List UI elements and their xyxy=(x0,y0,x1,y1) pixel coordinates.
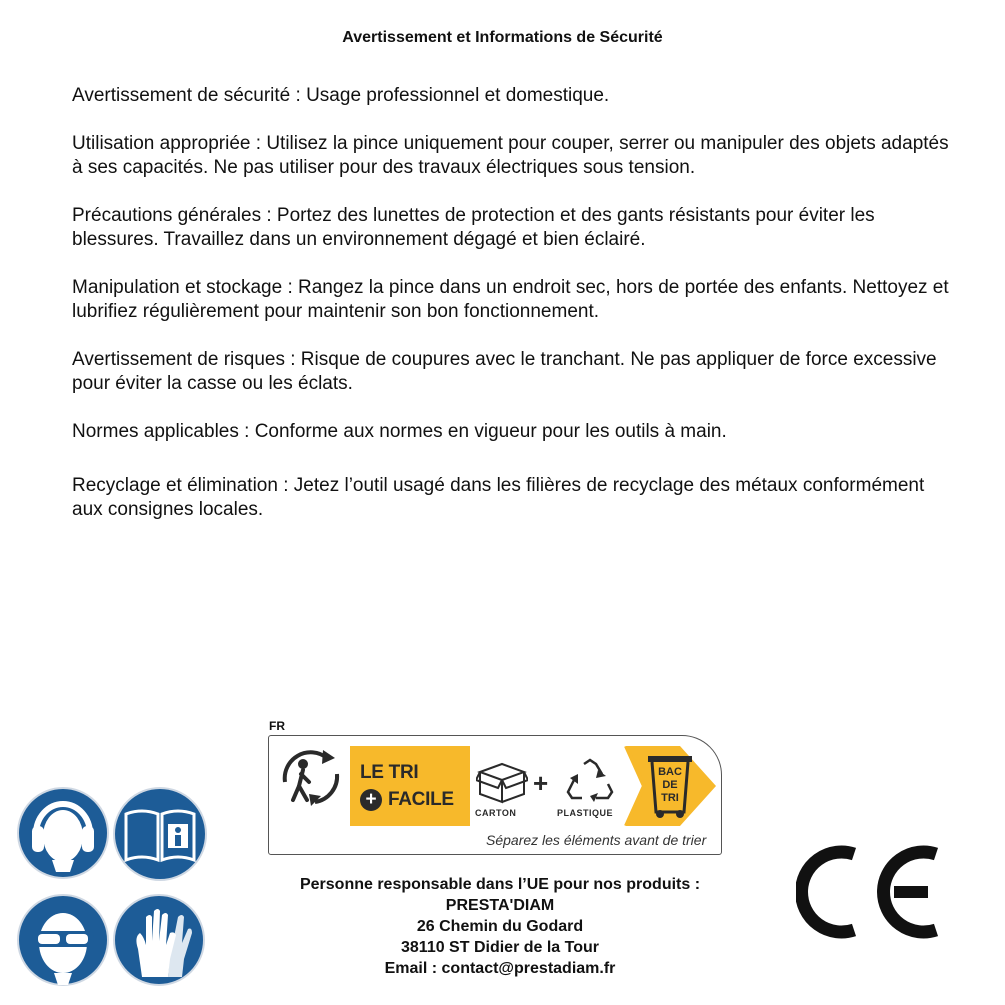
paragraph-recycling: Recyclage et élimination : Jetez l’outil usagé dans les filières de recyclage des métaux conformément aux consignes locales. xyxy=(72,475,925,520)
triman-icon xyxy=(275,744,349,808)
triman-line2: FACILE xyxy=(388,789,454,810)
plus-badge: + xyxy=(360,789,382,811)
responsible-heading: Personne responsable dans l’UE pour nos produits : xyxy=(299,876,701,893)
triman-caption: Séparez les éléments avant de trier xyxy=(486,832,707,848)
company-street: 26 Chemin du Godard xyxy=(416,918,584,935)
company-city: 38110 ST Didier de la Tour xyxy=(401,939,599,956)
paragraph-risk-warning: Avertissement de risques : Risque de coupures avec le tranchant. Ne pas appliquer de force excessive pour éviter la casse ou les éclats. xyxy=(72,349,937,394)
carton-box-icon xyxy=(476,758,528,806)
plus-sign: + xyxy=(533,768,549,798)
triman-line1: LE TRI xyxy=(360,762,419,783)
page-title: Avertissement et Informations de Sécurité xyxy=(342,29,663,46)
company-email: Email : contact@prestadiam.fr xyxy=(384,960,616,977)
safety-glasses-icon xyxy=(16,893,110,987)
paragraph-general-precautions: Précautions générales : Portez des lunettes de protection et des gants résistants pour éviter les blessures. Travaillez dans un environnement dégagé et bien éclairé. xyxy=(72,205,875,250)
triman-country-label: FR xyxy=(269,719,285,733)
bin-text-line1: BAC xyxy=(658,766,682,778)
bin-text-line2: DE xyxy=(662,779,678,791)
paragraph-standards: Normes applicables : Conforme aux normes en vigueur pour les outils à main. xyxy=(72,421,727,442)
ear-protection-icon xyxy=(16,786,110,880)
bin-text-line3: TRI xyxy=(661,792,679,804)
carton-label: CARTON xyxy=(475,808,517,818)
company-name: PRESTA'DIAM xyxy=(445,897,555,914)
plastique-label: PLASTIQUE xyxy=(557,808,614,818)
recycling-symbol-icon xyxy=(566,758,614,804)
responsible-person xyxy=(200,874,800,979)
paragraph-proper-use: Utilisation appropriée : Utilisez la pince uniquement pour couper, serrer ou manipuler des objets adaptés à ses capacités. Ne pas utiliser pour des travaux électriques sous tension. xyxy=(72,133,949,178)
bin-text xyxy=(650,766,690,805)
paragraph-usage: Avertissement de sécurité : Usage professionnel et domestique. xyxy=(72,85,610,106)
paragraph-handling-storage: Manipulation et stockage : Rangez la pince dans un endroit sec, hors de portée des enfants. Nettoyez et lubrifiez régulièrement pour maintenir son bon fonctionnement. xyxy=(72,277,949,322)
read-manual-icon xyxy=(112,786,208,882)
safety-gloves-icon xyxy=(112,893,206,987)
ce-mark-icon xyxy=(796,840,940,944)
